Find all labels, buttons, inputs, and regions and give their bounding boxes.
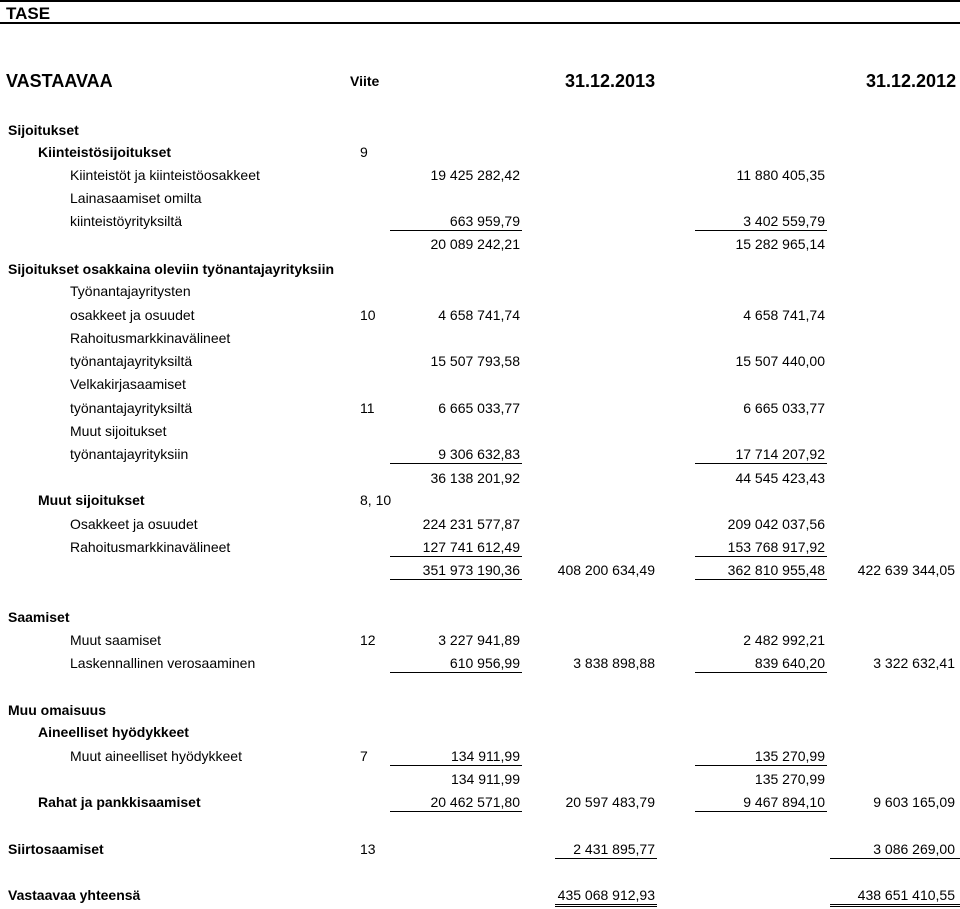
value-2013-sub: 3 227 941,89 <box>438 632 520 648</box>
column-header-label: VASTAAVAA <box>6 71 113 91</box>
row-label: Rahoitusmarkkinavälineet <box>70 330 231 346</box>
value-2012-sub: 135 270,99 <box>754 771 825 787</box>
row-label: osakkeet ja osuudet <box>70 307 195 323</box>
row-label: Sijoitukset osakkaina oleviin työnantajayrityksiin <box>8 261 335 277</box>
row-label: työnantajayrityksiltä <box>70 353 193 369</box>
row-note: 7 <box>360 748 368 764</box>
row-note: 10 <box>360 307 376 323</box>
value-2013-total: 3 838 898,88 <box>573 655 655 671</box>
underline <box>390 811 522 812</box>
row-label: Kiinteistösijoitukset <box>38 144 172 160</box>
value-2013-sub: 6 665 033,77 <box>438 400 520 416</box>
value-2013-total: 20 597 483,79 <box>565 794 655 810</box>
value-2013-sub: 9 306 632,83 <box>438 446 520 462</box>
value-2013-sub: 36 138 201,92 <box>430 470 520 486</box>
row-label: työnantajayrityksiltä <box>70 400 193 416</box>
value-2012-sub: 17 714 207,92 <box>735 446 825 462</box>
value-2012-sub: 4 658 741,74 <box>743 307 825 323</box>
row-label: Velkakirjasaamiset <box>70 376 186 392</box>
row-label: Työnantajayritysten <box>70 283 191 299</box>
value-2012-sub: 44 545 423,43 <box>735 470 825 486</box>
value-2013-sub: 351 973 190,36 <box>422 562 520 578</box>
value-2012-sub: 9 467 894,10 <box>743 794 825 810</box>
value-2013-total: 2 431 895,77 <box>573 841 655 857</box>
row-label: Saamiset <box>8 609 70 625</box>
underline <box>695 765 827 766</box>
row-label: Vastaavaa yhteensä <box>8 887 141 903</box>
underline <box>390 765 522 766</box>
value-2013-sub: 134 911,99 <box>450 748 520 764</box>
value-2012-sub: 2 482 992,21 <box>743 632 825 648</box>
value-2013-sub: 663 959,79 <box>449 213 520 229</box>
value-2012-sub: 839 640,20 <box>754 655 825 671</box>
row-note: 9 <box>360 144 368 160</box>
row-label: Rahat ja pankkisaamiset <box>38 794 201 810</box>
value-2013-sub: 134 911,99 <box>450 771 520 787</box>
value-2012-sub: 209 042 037,56 <box>727 516 825 532</box>
value-2012-sub: 11 880 405,35 <box>736 167 825 183</box>
underline <box>390 556 522 557</box>
row-label: Muut aineelliset hyödykkeet <box>70 748 242 764</box>
row-label: työnantajayrityksiin <box>70 446 189 462</box>
underline <box>390 672 522 673</box>
row-note: 12 <box>360 632 376 648</box>
value-2012-sub: 135 270,99 <box>754 748 825 764</box>
value-2012-total: 3 086 269,00 <box>873 841 955 857</box>
value-2012-sub: 153 768 917,92 <box>727 539 825 555</box>
column-header-year-2013: 31.12.2013 <box>565 71 656 91</box>
column-header-year-2012: 31.12.2012 <box>866 71 957 91</box>
title-bar <box>0 0 960 24</box>
row-label: kiinteistöyrityksiltä <box>70 213 183 229</box>
page-title: TASE <box>6 4 51 23</box>
value-2012-sub: 6 665 033,77 <box>743 400 825 416</box>
row-label: Kiinteistöt ja kiinteistöosakkeet <box>70 167 260 183</box>
column-header-note: Viite <box>350 73 380 89</box>
underline <box>830 858 960 859</box>
row-label: Siirtosaamiset <box>8 841 104 857</box>
row-label: Osakkeet ja osuudet <box>70 516 198 532</box>
underline <box>695 463 827 464</box>
underline <box>390 463 522 464</box>
underline <box>555 904 657 907</box>
value-2013-sub: 127 741 612,49 <box>422 539 520 555</box>
underline <box>695 811 827 812</box>
value-2013-total: 408 200 634,49 <box>557 562 655 578</box>
value-2012-sub: 3 402 559,79 <box>743 213 825 229</box>
value-2012-total: 422 639 344,05 <box>857 562 955 578</box>
row-label: Muu omaisuus <box>8 702 107 718</box>
value-2012-sub: 15 507 440,00 <box>735 353 825 369</box>
value-2013-sub: 224 231 577,87 <box>422 516 520 532</box>
value-2012-sub: 15 282 965,14 <box>735 236 825 252</box>
row-note: 13 <box>360 841 376 857</box>
value-2012-sub: 362 810 955,48 <box>727 562 825 578</box>
value-2013-sub: 15 507 793,58 <box>430 353 520 369</box>
underline <box>830 904 960 907</box>
value-2013-sub: 20 462 571,80 <box>430 794 520 810</box>
row-label: Rahoitusmarkkinavälineet <box>70 539 231 555</box>
row-label: Lainasaamiset omilta <box>70 190 202 206</box>
value-2013-sub: 20 089 242,21 <box>430 236 520 252</box>
underline <box>555 858 657 859</box>
underline <box>695 579 827 580</box>
value-2012-total: 438 651 410,55 <box>857 887 955 903</box>
underline <box>390 230 522 231</box>
row-note: 11 <box>360 400 375 416</box>
value-2013-sub: 610 956,99 <box>449 655 520 671</box>
row-label: Aineelliset hyödykkeet <box>38 724 189 740</box>
row-label: Muut sijoitukset <box>70 423 167 439</box>
row-label: Laskennallinen verosaaminen <box>70 655 256 671</box>
underline <box>695 556 827 557</box>
value-2012-total: 9 603 165,09 <box>873 794 955 810</box>
underline <box>695 230 827 231</box>
underline <box>390 579 522 580</box>
row-label: Sijoitukset <box>8 122 79 138</box>
row-note: 8, 10 <box>360 492 392 508</box>
value-2013-sub: 4 658 741,74 <box>438 307 520 323</box>
value-2012-total: 3 322 632,41 <box>873 655 955 671</box>
value-2013-total: 435 068 912,93 <box>557 887 655 903</box>
underline <box>695 672 827 673</box>
row-label: Muut saamiset <box>70 632 162 648</box>
value-2013-sub: 19 425 282,42 <box>430 167 520 183</box>
row-label: Muut sijoitukset <box>38 492 145 508</box>
